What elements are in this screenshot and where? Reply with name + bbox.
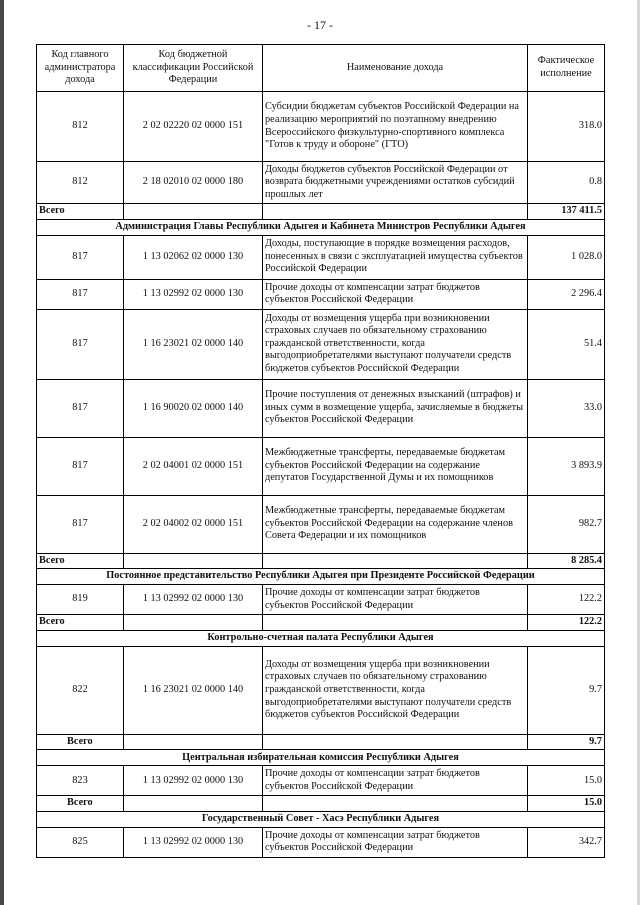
col-name-header: Наименование дохода: [263, 45, 528, 92]
admin-code-cell: 812: [37, 92, 124, 162]
amount-cell: 15.0: [528, 766, 605, 796]
table-row: [37, 827, 605, 857]
total-row: [37, 796, 605, 812]
budget-code-cell: 2 18 02010 02 0000 180: [124, 162, 263, 204]
table-row: [37, 279, 605, 309]
income-name-cell: Прочие поступления от денежных взысканий (штрафов) и иных сумм в возмещение ущерба, зачисляемые в бюджеты субъектов Российской Федерации: [263, 379, 528, 437]
empty-cell: [263, 204, 528, 220]
income-name-cell: Доходы бюджетов субъектов Российской Федерации от возврата бюджетными учреждениями остатков субсидий прошлых лет: [263, 162, 528, 204]
budget-code-cell: 1 13 02062 02 0000 130: [124, 235, 263, 279]
income-name-cell: Прочие доходы от компенсации затрат бюджетов субъектов Российской Федерации: [263, 279, 528, 309]
section-header: [37, 569, 605, 585]
section-header: [37, 750, 605, 766]
budget-code-cell: 2 02 04002 02 0000 151: [124, 495, 263, 553]
income-name-cell: Доходы от возмещения ущерба при возникновении страховых случаев по обязательному страхованию гражданской ответственности, когда выгодоприобретателями выступают получатели средств бюджетов субъектов Российской Федерации: [263, 309, 528, 379]
empty-cell: [263, 553, 528, 569]
income-name-cell: Прочие доходы от компенсации затрат бюджетов субъектов Российской Федерации: [263, 585, 528, 615]
table-row: [37, 766, 605, 796]
admin-code-cell: 817: [37, 495, 124, 553]
total-row: [37, 204, 605, 220]
budget-code-cell: 1 13 02992 02 0000 130: [124, 279, 263, 309]
col-admin-code-header: Код главного администратора дохода: [37, 45, 124, 92]
total-row: [37, 615, 605, 631]
admin-code-cell: 825: [37, 827, 124, 857]
section-title: Контрольно-счетная палата Республики Адыгея: [37, 630, 605, 646]
amount-cell: 9.7: [528, 646, 605, 734]
amount-cell: 33.0: [528, 379, 605, 437]
admin-code-cell: 817: [37, 437, 124, 495]
amount-cell: 122.2: [528, 585, 605, 615]
amount-cell: 0.8: [528, 162, 605, 204]
budget-code-cell: 1 13 02992 02 0000 130: [124, 766, 263, 796]
table-row: [37, 437, 605, 495]
admin-code-cell: 817: [37, 235, 124, 279]
total-label: Всего: [37, 615, 124, 631]
table-row: [37, 309, 605, 379]
total-label: Всего: [37, 553, 124, 569]
empty-cell: [124, 204, 263, 220]
empty-cell: [124, 796, 263, 812]
scan-left-edge: [0, 0, 4, 905]
amount-cell: 342.7: [528, 827, 605, 857]
total-row: [37, 734, 605, 750]
income-name-cell: Прочие доходы от компенсации затрат бюджетов субъектов Российской Федерации: [263, 827, 528, 857]
admin-code-cell: 822: [37, 646, 124, 734]
table-row: [37, 235, 605, 279]
admin-code-cell: 812: [37, 162, 124, 204]
amount-cell: 3 893.9: [528, 437, 605, 495]
empty-cell: [124, 734, 263, 750]
amount-cell: 51.4: [528, 309, 605, 379]
section-header: [37, 219, 605, 235]
budget-code-cell: 1 16 90020 02 0000 140: [124, 379, 263, 437]
amount-cell: 1 028.0: [528, 235, 605, 279]
empty-cell: [263, 615, 528, 631]
total-amount: 122.2: [528, 615, 605, 631]
section-title: Постоянное представительство Республики Адыгея при Президенте Российской Федерации: [37, 569, 605, 585]
income-name-cell: Прочие доходы от компенсации затрат бюджетов субъектов Российской Федерации: [263, 766, 528, 796]
empty-cell: [263, 734, 528, 750]
income-name-cell: Межбюджетные трансферты, передаваемые бюджетам субъектов Российской Федерации на содержание членов Совета Федерации и их помощников: [263, 495, 528, 553]
admin-code-cell: 823: [37, 766, 124, 796]
table-row: [37, 92, 605, 162]
total-amount: 8 285.4: [528, 553, 605, 569]
amount-cell: 318.0: [528, 92, 605, 162]
total-label: Всего: [37, 796, 124, 812]
admin-code-cell: 819: [37, 585, 124, 615]
income-name-cell: Межбюджетные трансферты, передаваемые бюджетам субъектов Российской Федерации на содержание депутатов Государственной Думы и их помощников: [263, 437, 528, 495]
section-title: Государственный Совет - Хасэ Республики Адыгея: [37, 811, 605, 827]
empty-cell: [263, 796, 528, 812]
admin-code-cell: 817: [37, 379, 124, 437]
section-title: Администрация Главы Республики Адыгея и Кабинета Министров Республики Адыгея: [37, 219, 605, 235]
income-name-cell: Доходы от возмещения ущерба при возникновении страховых случаев по обязательному страхованию гражданской ответственности, когда выгодоприобретателями выступают получатели средств бюджетов субъектов Российской Федерации: [263, 646, 528, 734]
table-row: [37, 162, 605, 204]
budget-code-cell: 1 13 02992 02 0000 130: [124, 827, 263, 857]
header-row: [37, 45, 605, 92]
total-label: Всего: [37, 734, 124, 750]
amount-cell: 982.7: [528, 495, 605, 553]
section-title: Центральная избирательная комиссия Республики Адыгея: [37, 750, 605, 766]
admin-code-cell: 817: [37, 279, 124, 309]
col-actual-header: Фактическое исполнение: [528, 45, 605, 92]
budget-code-cell: 1 16 23021 02 0000 140: [124, 646, 263, 734]
revenue-table: [36, 44, 605, 858]
budget-code-cell: 2 02 02220 02 0000 151: [124, 92, 263, 162]
table-row: [37, 646, 605, 734]
col-budget-code-header: Код бюджетной классификации Российской Федерации: [124, 45, 263, 92]
total-label: Всего: [37, 204, 124, 220]
table-row: [37, 495, 605, 553]
total-amount: 137 411.5: [528, 204, 605, 220]
budget-code-cell: 1 16 23021 02 0000 140: [124, 309, 263, 379]
page-number: - 17 -: [307, 18, 333, 32]
empty-cell: [124, 615, 263, 631]
total-amount: 15.0: [528, 796, 605, 812]
income-name-cell: Субсидии бюджетам субъектов Российской Федерации на реализацию мероприятий по поэтапному внедрению Всероссийского физкультурно-спортивного комплекса "Готов к труду и обороне" (ГТО): [263, 92, 528, 162]
budget-code-cell: 1 13 02992 02 0000 130: [124, 585, 263, 615]
admin-code-cell: 817: [37, 309, 124, 379]
section-header: [37, 630, 605, 646]
total-row: [37, 553, 605, 569]
budget-code-cell: 2 02 04001 02 0000 151: [124, 437, 263, 495]
table-row: [37, 585, 605, 615]
total-amount: 9.7: [528, 734, 605, 750]
amount-cell: 2 296.4: [528, 279, 605, 309]
empty-cell: [124, 553, 263, 569]
section-header: [37, 811, 605, 827]
table-row: [37, 379, 605, 437]
income-name-cell: Доходы, поступающие в порядке возмещения расходов, понесенных в связи с эксплуатацией имущества субъектов Российской Федерации: [263, 235, 528, 279]
